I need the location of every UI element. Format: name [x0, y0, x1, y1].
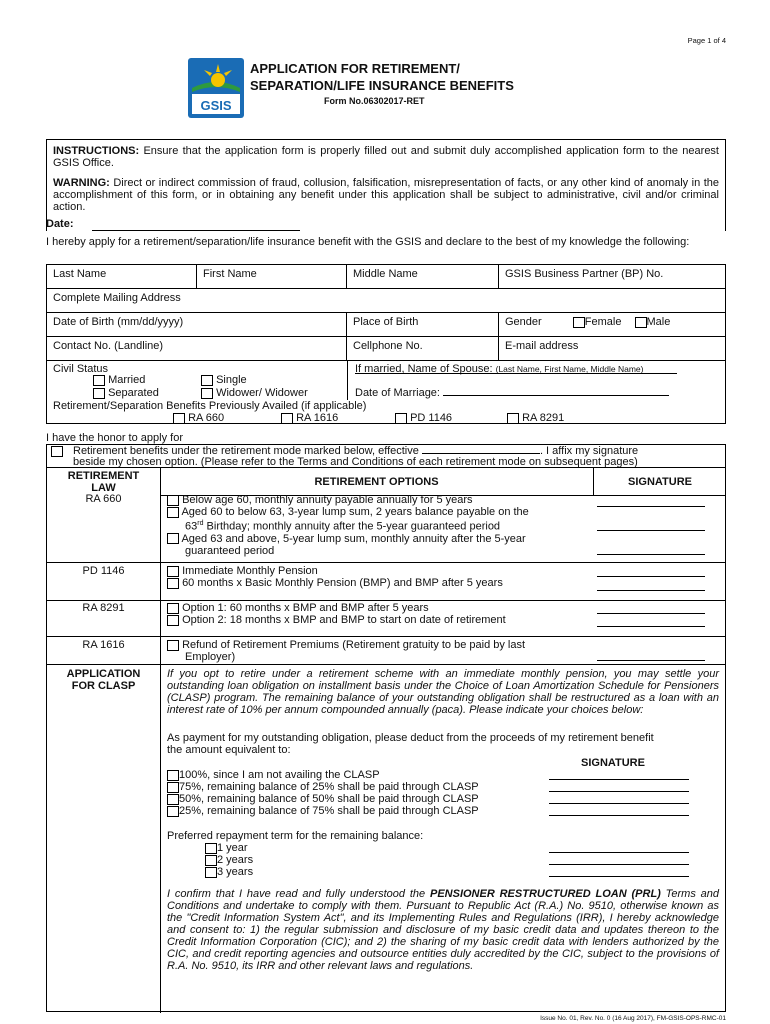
payment-text: As payment for my outstanding obligation, please deduct from the proceeds of my retirement benefit the amount equivalent to:	[167, 732, 654, 756]
pd1146-option1-checkbox[interactable]	[167, 566, 179, 577]
signature-header: SIGNATURE	[628, 476, 692, 488]
law-ra8291: RA 8291	[82, 602, 125, 614]
law-ra660: RA 660	[85, 493, 122, 505]
single-label: Single	[216, 374, 247, 386]
term1-label: 1 year	[217, 842, 248, 854]
prev-ra8291-checkbox[interactable]	[507, 413, 519, 424]
confirmation-text: I confirm that I have read and fully understood the PENSIONER RESTRUCTURED LOAN (PRL) Terms and Conditions and undertake to comply with them. Pursuant to Republic Act (R.A.) No. 9510, otherwise known as the "Credit Information System Act", and its Implementing Rules and Regulations (IRR), I hereby acknowledge and consent to: 1) the regular submission and disclosure of my basic credit data and updates thereon to the Credit Information Corporation (CIC); and 2) the sharing of my basic credit data with lenders authorized by the CIC, and credit reporting agencies and outsource entities duly accredited by the CIC, subject to the provisions of R.A. No. 9510, its IRR and other relevant laws and regulations.	[167, 888, 720, 972]
gsis-logo	[188, 58, 244, 118]
ra660-sig2[interactable]	[597, 530, 705, 531]
effective-date-field[interactable]	[422, 453, 540, 454]
pob-field[interactable]: Place of Birth	[347, 313, 499, 337]
term2-checkbox[interactable]	[205, 855, 217, 866]
instructions-box: INSTRUCTIONS: Ensure that the application form is properly filled out and submit duly accomplished application form to the nearest GSIS Office. WARNING: Direct or indirect commission of fraud, collusion, falsification, misrepresentation of facts, or any other kind of anomaly in the accomplishment of this form, or in obtaining any benefit under this application shall be subject to administrative, civil and/or criminal action.	[46, 139, 726, 231]
separated-checkbox[interactable]	[93, 388, 105, 399]
married-label: Married	[108, 374, 146, 386]
declaration-text: I hereby apply for a retirement/separation/life insurance benefit with the GSIS and declare to the best of my knowledge the following:	[46, 236, 690, 248]
pay75-checkbox[interactable]	[167, 782, 179, 793]
pd1146-sig1[interactable]	[597, 576, 705, 577]
prev-ra8291-label: RA 8291	[522, 412, 565, 424]
term3-sig[interactable]	[549, 876, 689, 877]
personal-info-table	[46, 264, 726, 361]
ra660-option2-checkbox[interactable]	[167, 507, 179, 518]
clasp-label: APPLICATION FOR CLASP	[66, 668, 141, 692]
pd1146-option2: 60 months x Basic Monthly Pension (BMP) and BMP after 5 years	[182, 577, 503, 589]
ra660-option3: Aged 63 and above, 5-year lump sum, monthly annuity after the 5-year	[181, 532, 526, 545]
date-label: Date:	[46, 218, 74, 230]
middle-name-field[interactable]: Middle Name	[347, 265, 499, 289]
options-header: RETIREMENT OPTIONS	[314, 476, 439, 488]
ra660-option3-checkbox[interactable]	[167, 533, 179, 544]
prev-availed-label: Retirement/Separation Benefits Previously Availed (if applicable)	[53, 400, 367, 412]
term3-checkbox[interactable]	[205, 867, 217, 878]
pay100-sig[interactable]	[549, 779, 689, 780]
ra1616-sig1[interactable]	[597, 660, 705, 661]
ra660-sig3[interactable]	[597, 554, 705, 555]
page-number: Page 1 of 4	[687, 36, 726, 45]
spouse-name-field[interactable]	[355, 373, 677, 374]
civil-status-block	[46, 360, 726, 424]
dob-field[interactable]: Date of Birth (mm/dd/yyyy)	[47, 313, 347, 337]
ra8291-option1: Option 1: 60 months x BMP and BMP after 5 years	[182, 602, 429, 614]
prev-pd1146-label: PD 1146	[410, 412, 453, 424]
clasp-intro: If you opt to retire under a retirement scheme with an immediate monthly pension, you may settle your outstanding loan obligation on installment basis under the Choice of Loan Amortization Schedule for Pensioners (CLASP) program. The remaining balance of your outstanding obligation shall be restructured as a loan with an interest rate of 10% per annum compounded annually (paca). Please indicate your choices below:	[167, 668, 719, 716]
ra8291-option2-checkbox[interactable]	[167, 615, 179, 626]
signature-header-2: SIGNATURE	[581, 757, 645, 769]
pay50-sig[interactable]	[549, 803, 689, 804]
ra8291-sig1[interactable]	[597, 613, 705, 614]
term1-sig[interactable]	[549, 852, 689, 853]
civil-status-label: Civil Status	[53, 363, 109, 375]
law-header: RETIREMENT LAW	[67, 470, 140, 494]
ra660-option1-checkbox[interactable]	[167, 495, 179, 506]
pay50-label: 50%, remaining balance of 50% shall be paid through CLASP	[179, 793, 479, 805]
logo-text: GSIS	[200, 98, 232, 113]
ra1616-option1-checkbox[interactable]	[167, 640, 179, 651]
pd1146-option2-checkbox[interactable]	[167, 578, 179, 589]
married-checkbox[interactable]	[93, 375, 105, 386]
footer-issue: Issue No. 01, Rev. No. 0 (16 Aug 2017), FM-GSIS-OPS-RMC-01	[540, 1015, 726, 1022]
term3-label: 3 years	[217, 866, 254, 878]
female-checkbox[interactable]	[573, 317, 585, 328]
retirement-options-table: RETIREMENT LAW RA 660 RETIREMENT OPTIONS SIGNATURE Below age 60, monthly annuity payable annually for 5 years Aged 60 to below 63, 3-year lump sum, 2 years balance payable on the 63rd Birthday; monthly annuity after the 5-year guaranteed period Aged 63 and above, 5-year lump sum, monthly annuity after the 5-year guaranteed period PD 1146 Immediate Monthly Pension 60 months x Basic Monthly Pension (BMP) and BMP after 5 years RA 8291 Option 1: 60 months x BMP and BMP after 5 years Option 2: 18 months x BMP and BMP to start on date of retirement RA 1616 Refund of Retirement Premiums (Retirement gratuity to be paid by last Employer) APPLICATION FOR CLASP If you opt to retire under a retirement scheme with an immediate monthly pension, you may settle your outstanding loan obligation on installment basis under the Choice of Loan Amortization Schedule for Pensioners (CLASP) program. The remaining balance of your outstanding obligation shall be restructured as a loan with an interest rate of 10% per annum compounded annually (paca). Please indicate your choices below: As payment for my outstanding obligation, please deduct from the proceeds of my retirement benefit the amount equivalent to: SIGNATURE 100%, since I am not availing the CLASP 75%, remaining balance of 25% shall be paid through CLASP 50%, remaining balance of 50% shall be paid through CLASP 25%, remaining balance of 75% shall be paid through CLASP Preferred repayment term for the remaining balance: 1 year 2 years 3 years I confirm that I have read and fully understood the PENSIONER RESTRUCTURED LOAN (PRL) Terms and Conditions and undertake to comply with them. Pursuant to Republic Act (R.A.) No. 9510, otherwise known as the "Credit Information System Act", and its Implementing Rules and Regulations (IRR), I hereby acknowledge and consent to: 1) the regular submission and disclosure of my basic credit data and updates thereon to the Credit Information Corporation (CIC); and 2) the sharing of my basic credit data with lenders authorized by the CIC, and credit reporting agencies and outsource entities duly accredited by the CIC, subject to the provisions of R.A. No. 9510, its IRR and other relevant laws and regulations.	[46, 467, 726, 1012]
ra8291-sig2[interactable]	[597, 626, 705, 627]
honor-note: beside my chosen option. (Please refer to the Terms and Conditions of each retirement mode on subsequent pages)	[73, 456, 638, 468]
separated-label: Separated	[108, 387, 159, 399]
form-title: APPLICATION FOR RETIREMENT/ SEPARATION/LIFE INSURANCE BENEFITS	[250, 61, 514, 93]
form-number: Form No.06302017-RET	[324, 96, 425, 106]
ra8291-option1-checkbox[interactable]	[167, 603, 179, 614]
honor-box: Retirement benefits under the retirement mode marked below, effective . I affix my signature beside my chosen option. (Please refer to the Terms and Conditions of each retirement mode on subsequent pages)	[46, 444, 726, 468]
term-label: Preferred repayment term for the remaining balance:	[167, 830, 424, 842]
ra660-sig1[interactable]	[597, 506, 705, 507]
last-name-field[interactable]: Last Name	[47, 265, 197, 289]
widower-label: Widower/ Widower	[216, 387, 308, 399]
single-checkbox[interactable]	[201, 375, 213, 386]
law-pd1146: PD 1146	[82, 565, 125, 577]
honor-label: I have the honor to apply for	[46, 432, 183, 444]
ra8291-option2: Option 2: 18 months x BMP and BMP to start on date of retirement	[182, 614, 506, 626]
pay75-sig[interactable]	[549, 791, 689, 792]
prev-ra1616-label: RA 1616	[296, 412, 339, 424]
cellphone-field[interactable]: Cellphone No.	[347, 337, 499, 361]
pay50-checkbox[interactable]	[167, 794, 179, 805]
email-field[interactable]: E-mail address	[499, 337, 726, 361]
ra660-option2: Aged 60 to below 63, 3-year lump sum, 2 years balance payable on the	[181, 506, 529, 518]
gender-field: Gender Female Male	[499, 313, 726, 337]
date-field[interactable]	[92, 230, 300, 231]
prev-ra660-checkbox[interactable]	[173, 413, 185, 424]
marriage-date-label: Date of Marriage:	[355, 387, 440, 399]
male-checkbox[interactable]	[635, 317, 647, 328]
first-name-field[interactable]: First Name	[197, 265, 347, 289]
prev-ra660-label: RA 660	[188, 412, 225, 424]
pay100-checkbox[interactable]	[167, 770, 179, 781]
pay25-checkbox[interactable]	[167, 806, 179, 817]
mailing-address-field[interactable]: Complete Mailing Address	[47, 289, 726, 313]
ra1616-option1: Refund of Retirement Premiums (Retirement gratuity to be paid by last	[182, 639, 526, 651]
pd1146-sig2[interactable]	[597, 590, 705, 591]
term2-sig[interactable]	[549, 864, 689, 865]
term1-checkbox[interactable]	[205, 843, 217, 854]
law-ra1616: RA 1616	[82, 639, 125, 651]
retirement-benefits-checkbox[interactable]	[51, 446, 63, 457]
landline-field[interactable]: Contact No. (Landline)	[47, 337, 347, 361]
prev-pd1146-checkbox[interactable]	[395, 413, 407, 424]
term2-label: 2 years	[217, 854, 254, 866]
pay100-label: 100%, since I am not availing the CLASP	[179, 769, 380, 781]
bp-number-field[interactable]: GSIS Business Partner (BP) No.	[499, 265, 726, 289]
widower-checkbox[interactable]	[201, 388, 213, 399]
spouse-label: If married, Name of Spouse:	[355, 363, 493, 375]
pd1146-option1: Immediate Monthly Pension	[182, 565, 318, 577]
pay25-label: 25%, remaining balance of 75% shall be paid through CLASP	[179, 805, 479, 817]
pay25-sig[interactable]	[549, 815, 689, 816]
pay75-label: 75%, remaining balance of 25% shall be paid through CLASP	[179, 781, 479, 793]
prev-ra1616-checkbox[interactable]	[281, 413, 293, 424]
ra660-option1: Below age 60, monthly annuity payable annually for 5 years	[182, 494, 473, 506]
spouse-hint: (Last Name, First Name, Middle Name)	[495, 364, 644, 374]
marriage-date-field[interactable]	[443, 395, 669, 396]
